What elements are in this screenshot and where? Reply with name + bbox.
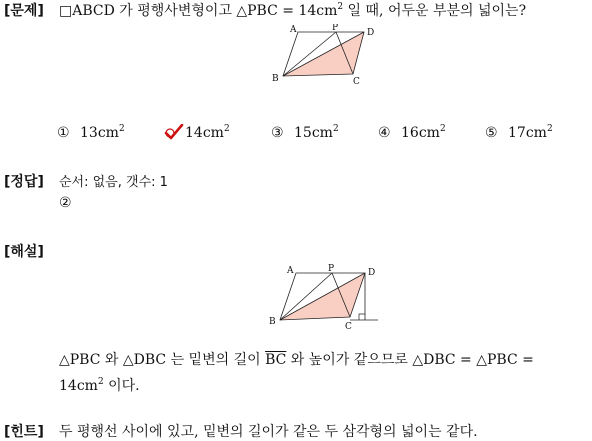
choice-2[interactable] [166, 125, 230, 141]
label-d: D [367, 28, 375, 38]
explanation-line-2-a: 14cm [59, 378, 98, 394]
problem-text-sup: 2 [337, 2, 344, 12]
answer-tag: [정답] [4, 174, 44, 190]
choice-2-sup: 2 [223, 124, 230, 134]
choice-2-value: 14cm [185, 125, 224, 141]
choice-3-value: 15cm [294, 125, 333, 141]
choice-1[interactable] [57, 125, 125, 141]
choice-1-mark: ① [57, 125, 70, 141]
choice-4-value: 16cm [401, 125, 440, 141]
choice-4-sup: 2 [439, 124, 446, 134]
choice-1-value: 13cm [80, 125, 119, 141]
label-p: P [328, 264, 335, 274]
label-c: C [345, 322, 352, 332]
choice-3-mark: ③ [271, 125, 284, 141]
answer-info: 순서: 없음, 갯수: 1 [59, 175, 168, 190]
answer-value: ② [59, 195, 72, 211]
right-angle-mark [359, 314, 365, 320]
explanation-line-2 [59, 375, 140, 395]
problem-text [59, 0, 526, 20]
problem-tag: [문제] [4, 3, 44, 19]
check-icon [164, 124, 184, 140]
choice-3[interactable] [271, 125, 339, 141]
explanation-line-2-sup: 2 [97, 377, 104, 387]
label-a: A [290, 25, 297, 35]
label-c: C [353, 77, 360, 86]
choice-1-sup: 2 [118, 124, 125, 134]
explanation-tag: [해설] [4, 244, 44, 260]
explanation-figure [268, 264, 383, 332]
choice-4-mark: ④ [378, 125, 391, 141]
label-b: B [269, 317, 276, 327]
hint-text: 두 평행선 사이에 있고, 밑변의 길이가 같은 두 삼각형의 넓이는 같다. [59, 424, 478, 440]
choice-4[interactable] [378, 125, 446, 141]
choice-5-sup: 2 [546, 124, 553, 134]
choice-5-value: 17cm [508, 125, 547, 141]
explanation-line-2-b: 이다. [103, 378, 140, 394]
choice-5-mark: ⑤ [485, 125, 498, 141]
choice-3-sup: 2 [332, 124, 339, 134]
explanation-line-1-b: 와 높이가 같으므로 △DBC = △PBC = [286, 352, 534, 368]
label-p: P [332, 24, 339, 33]
choice-5[interactable] [485, 125, 553, 141]
segment-bc-notation: $\overline{BC}$ [265, 352, 287, 368]
label-b: B [272, 74, 279, 84]
explanation-line-1 [59, 349, 534, 369]
problem-figure [268, 24, 380, 86]
explanation-line-1-a: △PBC 와 △DBC 는 밑변의 길이 [59, 352, 266, 368]
problem-text-a: □ABCD 가 평행사변형이고 △PBC = 14cm [59, 3, 338, 19]
problem-text-b: 일 때, 어두운 부분의 넓이는? [343, 3, 527, 19]
hint-tag: [힌트] [4, 424, 44, 440]
label-d: D [368, 268, 376, 278]
label-a: A [287, 266, 294, 276]
